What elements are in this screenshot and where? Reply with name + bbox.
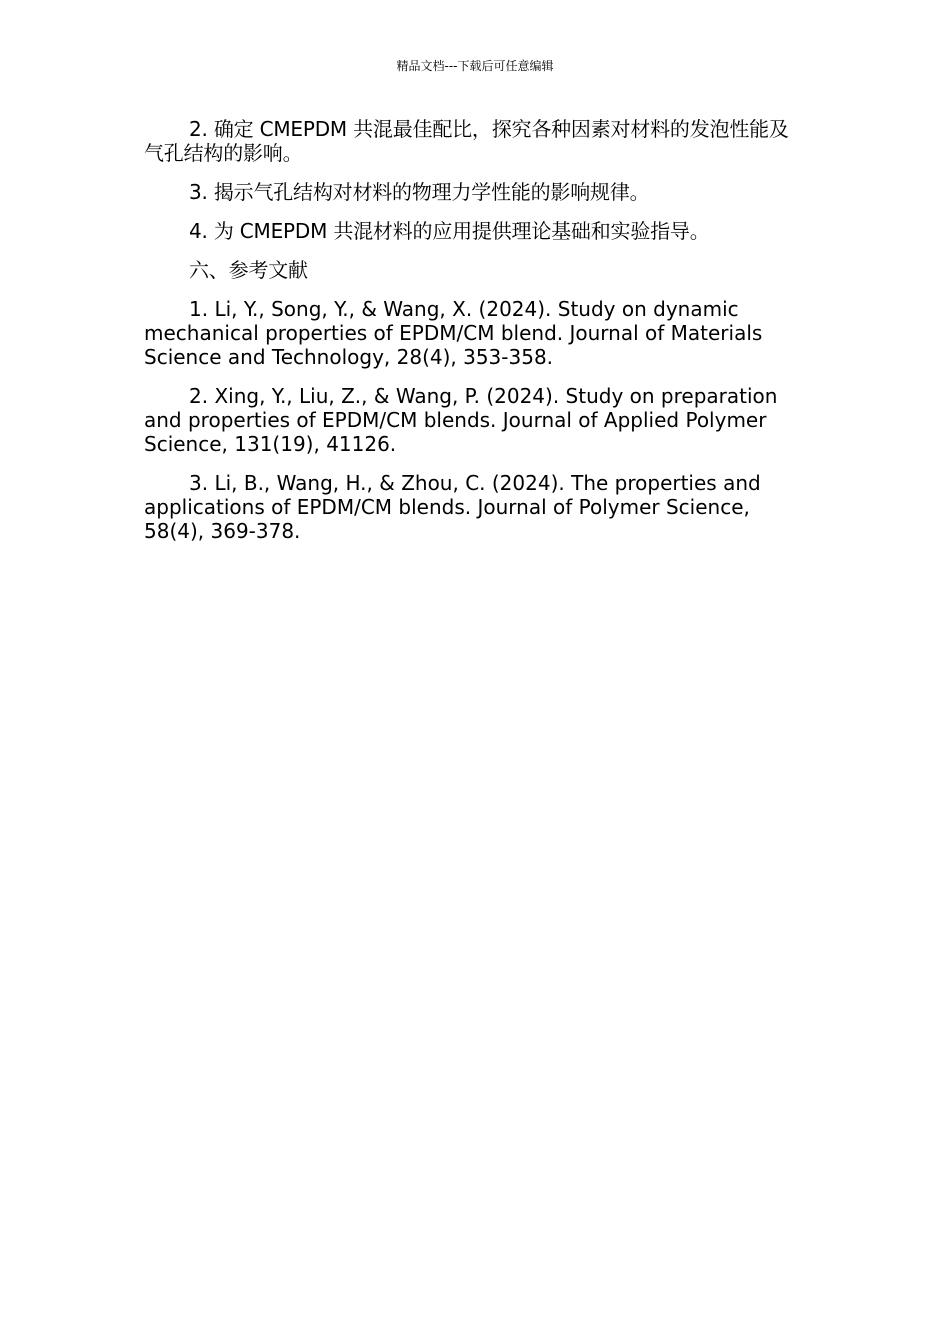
goal-item-4: 4. 为 CMEPDM 共混材料的应用提供理论基础和实验指导。 (189, 219, 710, 243)
goal-item-3: 3. 揭示气孔结构对材料的物理力学性能的影响规律。 (189, 180, 650, 204)
page-header: 精品文档---下载后可任意编辑 (396, 59, 554, 73)
reference-item-1: 1. Li, Y., Song, Y., & Wang, X. (2024). Study on dynamic mechanical properties of EPDM/CM blend. Journal of Materials Science and Technology, 28(4), 353-358. (144, 297, 763, 369)
reference-item-3: 3. Li, B., Wang, H., & Zhou, C. (2024). The properties and applications of EPDM/CM blends. Journal of Polymer Science, 58(4), 369-378. (144, 471, 761, 543)
section-heading-references: 六、参考文献 (189, 258, 308, 282)
goal-item-2: 2. 确定 CMEPDM 共混最佳配比，探究各种因素对材料的发泡性能及气孔结构的影响。 (144, 117, 789, 165)
document-body (144, 117, 800, 543)
reference-item-2: 2. Xing, Y., Liu, Z., & Wang, P. (2024). Study on preparation and properties of EPDM/CM blends. Journal of Applied Polymer Science, 131(19), 41126. (144, 384, 778, 456)
